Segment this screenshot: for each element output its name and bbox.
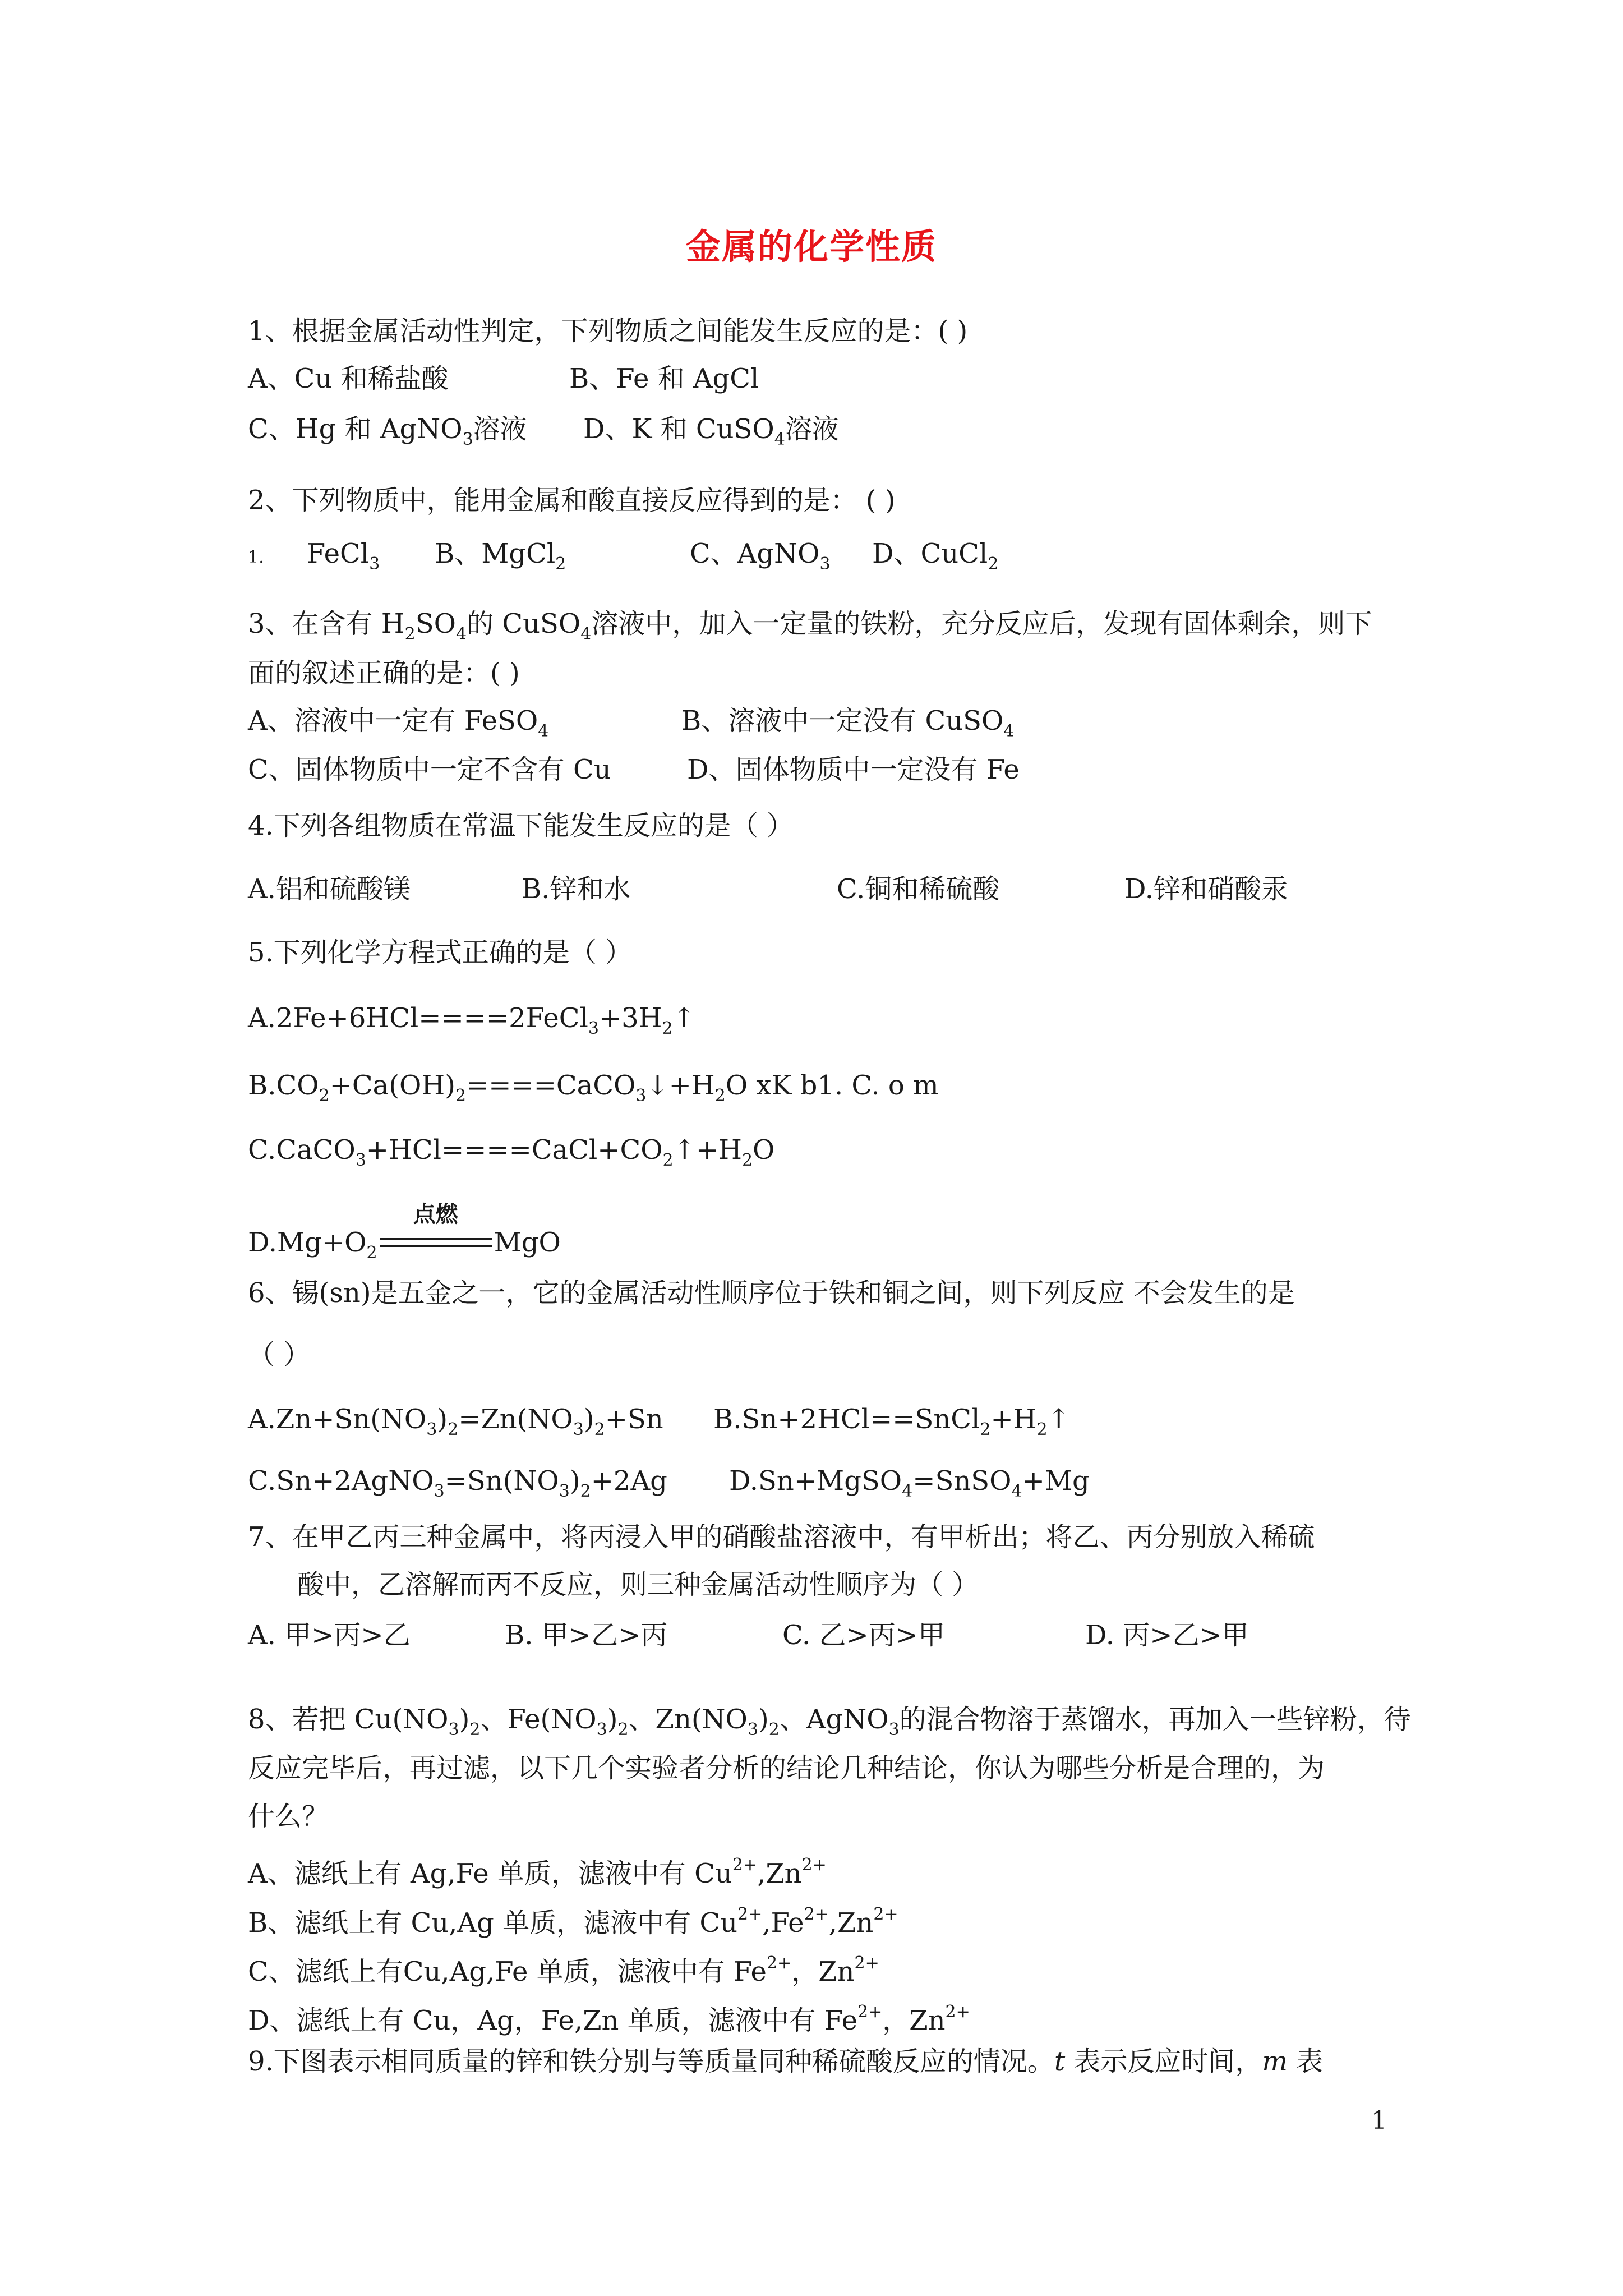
question-8-stem-line-2: 反应完毕后，再过滤，以下几个实验者分析的结论几种结论，你认为哪些分析是合理的，为 <box>248 1752 1325 1784</box>
q6-option-d: D.Sn+MgSO$_4$=SnSO$_4$+Mg <box>729 1465 1090 1501</box>
question-2-stem: 2、下列物质中，能用金属和酸直接反应得到的是： ( ) <box>248 485 896 516</box>
question-1-stem: 1、根据金属活动性判定，下列物质之间能发生反应的是：( ) <box>248 315 968 347</box>
q2-option-b: B、MgCl$_2$ <box>435 538 566 574</box>
question-7-stem-line-2: 酸中，乙溶解而丙不反应，则三种金属活动性顺序为（ ） <box>297 1569 979 1600</box>
question-9-stem: 9.下图表示相同质量的锌和铁分别与等质量同种稀硫酸反应的情况。t 表示反应时间，m 表 <box>248 2046 1324 2077</box>
question-4-stem: 4.下列各组物质在常温下能发生反应的是（ ） <box>248 810 794 841</box>
q5-option-b: $B.CO_2+Ca(OH)_2====CaCO_3↓+H_2O$ xK b1. C. o m <box>248 1070 939 1106</box>
q7-option-d: D. 丙>乙>甲 <box>1085 1619 1249 1651</box>
q7-option-c: C. 乙>丙>甲 <box>782 1619 945 1651</box>
q1-option-c: C、Hg 和 AgNO$_3$溶液 <box>248 413 527 449</box>
q1-option-b: B、Fe 和 AgCl <box>569 363 759 394</box>
q7-option-b: B. 甲>乙>丙 <box>505 1619 668 1651</box>
question-8-stem-line-1: 8、若把 $Cu(NO_3)_2$、$Fe(NO_3)_2$、$Zn(NO_3)_2$、AgNO$_3$的混合物溶于蒸馏水，再加入一些锌粉，待 <box>248 1704 1411 1740</box>
q6-option-b: $B.Sn+2HCl==SnCl_2+H_2↑$ <box>713 1404 1070 1439</box>
reaction-condition-arrow <box>380 1202 492 1259</box>
q8-option-b: B、滤纸上有 Cu,Ag 单质，滤液中有 $Cu^{2+},Fe^{2+},Zn^{2+}$ <box>248 1904 898 1939</box>
question-7-stem-line-1: 7、在甲乙丙三种金属中，将丙浸入甲的硝酸盐溶液中，有甲析出；将乙、丙分别放入稀硫 <box>248 1521 1315 1553</box>
q6-option-a: $A.Zn+Sn(NO_3)_2=Zn(NO_3)_2+Sn$ <box>248 1404 663 1439</box>
q3-option-c: C、固体物质中一定不含有 Cu <box>248 754 611 785</box>
q3-option-b: B、溶液中一定没有 CuSO$_4$ <box>681 705 1015 741</box>
q7-option-a: A. 甲>丙>乙 <box>248 1619 411 1651</box>
reaction-condition-label: 点燃 <box>413 1202 458 1227</box>
q5-option-c: $C.CaCO_3+HCl====CaCl+CO_2↑+H_2O$ <box>248 1134 775 1170</box>
q8-option-d: D、滤纸上有 Cu，Ag，Fe,Zn 单质，滤液中有 $Fe^{2+}$，$Zn^{2+}$ <box>248 2002 970 2036</box>
question-5-stem: 5.下列化学方程式正确的是（ ） <box>248 937 633 968</box>
q2-option-c: C、AgNO$_3$ <box>690 538 831 574</box>
q5-option-a: $A.2Fe+6HCl====2FeCl_3+3H_2↑$ <box>248 1002 695 1038</box>
question-6-answer-paren: （ ） <box>248 1339 311 1370</box>
q4-option-d: D.锌和硝酸汞 <box>1124 873 1289 905</box>
question-8-stem-line-3: 什么？ <box>248 1801 329 1832</box>
q2-option-d: D、CuCl$_2$ <box>872 538 999 574</box>
q8-option-a: A、滤纸上有 Ag,Fe 单质，滤液中有 $Cu^{2+},Zn^{2+}$ <box>248 1855 827 1889</box>
q4-option-a: A.铝和硫酸镁 <box>248 873 411 905</box>
q4-option-c: C.铜和稀硫酸 <box>837 873 1000 905</box>
question-6-stem: 6、锡(sn)是五金之一，它的金属活动性顺序位于铁和铜之间，则下列反应 不会发生的是 <box>248 1277 1295 1309</box>
question-3-stem-line-2: 面的叙述正确的是：( ) <box>248 657 520 689</box>
q3-option-a: A、溶液中一定有 FeSO$_4$ <box>248 705 549 741</box>
q1-option-d: D、K 和 CuSO$_4$溶液 <box>583 413 839 449</box>
q1-option-a: A、Cu 和稀盐酸 <box>248 363 449 394</box>
q6-option-c: $C.Sn+2AgNO_3=Sn(NO_3)_2+2Ag$ <box>248 1465 667 1501</box>
q4-option-b: B.锌和水 <box>522 873 631 905</box>
q3-option-d: D、固体物质中一定没有 Fe <box>687 754 1020 785</box>
q5-option-d: $D.Mg+O_2$ 点燃 MgO <box>248 1226 561 1270</box>
page-title: 金属的化学性质 <box>685 226 937 267</box>
q2-option-a: 1. FeCl$_3$ <box>248 538 380 574</box>
question-3-stem-line-1: 3、在含有 $H_2SO_4$的 CuSO$_4$溶液中，加入一定量的铁粉，充分反应后，发现有固体剩余，则下 <box>248 608 1372 644</box>
q8-option-c: C、滤纸上有Cu,Ag,Fe 单质，滤液中有 $Fe^{2+}$，$Zn^{2+}$ <box>248 1953 879 1987</box>
page-number: 1 <box>1371 2106 1387 2135</box>
